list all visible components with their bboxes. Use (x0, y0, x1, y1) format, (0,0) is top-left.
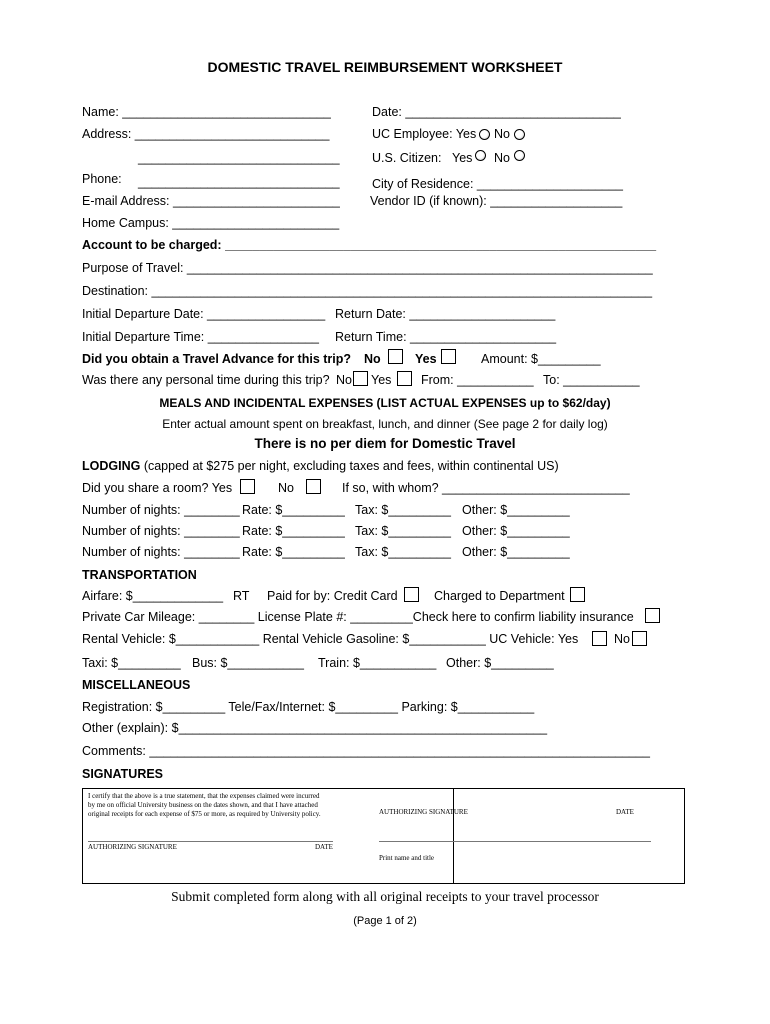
name-field[interactable]: Name: ______________________________ (82, 105, 331, 119)
us-citizen-yes-radio[interactable] (475, 150, 486, 161)
share-room-yes-checkbox[interactable] (240, 479, 255, 494)
miscellaneous-heading: MISCELLANEOUS (82, 678, 191, 692)
employee-signature-line[interactable] (88, 841, 333, 842)
signature-divider (453, 789, 454, 883)
uc-vehicle-yes-checkbox[interactable] (592, 631, 607, 646)
lodging-nights-field[interactable]: Number of nights: ________ (82, 503, 240, 517)
credit-card-checkbox[interactable] (404, 587, 419, 602)
purpose-field[interactable]: Purpose of Travel: ___________________________________________________________________ (82, 261, 653, 275)
advance-amount-field[interactable]: Amount: $_________ (481, 352, 601, 366)
registration-field[interactable]: Registration: $_________ Tele/Fax/Internet: $_________ Parking: $___________ (82, 700, 535, 714)
lodging-heading (82, 458, 559, 474)
charged-dept-checkbox[interactable] (570, 587, 585, 602)
rt-label: RT (233, 589, 250, 603)
personal-time-question: Was there any personal time during this trip? (82, 373, 330, 387)
taxi-field[interactable]: Taxi: $_________ (82, 656, 181, 670)
charged-dept-label: Charged to Department (434, 589, 565, 603)
employee-date-label: DATE (315, 843, 333, 851)
vendor-id-field[interactable]: Vendor ID (if known): ___________________ (370, 194, 623, 208)
rental-vehicle-field[interactable]: Rental Vehicle: $____________ Rental Vehicle Gasoline: $___________ UC Vehicle: Yes (82, 632, 579, 646)
lodging-other-field[interactable]: Other: $_________ (462, 545, 570, 559)
departure-time-field[interactable]: Initial Departure Time: ________________ (82, 330, 319, 344)
submit-instructions: Submit completed form along with all original receipts to your travel processor (171, 889, 599, 904)
lodging-nights-field[interactable]: Number of nights: ________ (82, 524, 240, 538)
print-name-label: Print name and title (379, 854, 435, 862)
signatures-heading: SIGNATURES (82, 767, 164, 781)
date-field[interactable]: Date: _______________________________ (372, 105, 621, 119)
car-mileage-field[interactable]: Private Car Mileage: ________ License Plate #: _________Check here to confirm liability insurance (82, 610, 634, 624)
destination-field[interactable]: Destination: ________________________________________________________________________ (82, 284, 653, 298)
lodging-tax-field[interactable]: Tax: $_________ (355, 503, 451, 517)
uc-employee-label: UC Employee: Yes (372, 127, 477, 141)
certify-line-1: I certify that the above is a true statement, that the expenses claimed were incurred (88, 792, 320, 800)
approver-date-label: DATE (616, 808, 634, 816)
home-campus-field[interactable]: Home Campus: ________________________ (82, 216, 340, 230)
page-number: (Page 1 of 2) (353, 915, 417, 927)
personal-yes-checkbox[interactable] (397, 371, 412, 386)
us-citizen-label: U.S. Citizen: (372, 151, 442, 165)
uc-employee-yes-radio[interactable] (479, 129, 490, 140)
lodging-other-field[interactable]: Other: $_________ (462, 524, 570, 538)
uc-vehicle-no-label: No (614, 632, 630, 646)
advance-yes-checkbox[interactable] (441, 349, 456, 364)
transportation-heading: TRANSPORTATION (82, 568, 197, 582)
bus-field[interactable]: Bus: $___________ (192, 656, 304, 670)
approver-signature-label: AUTHORIZING SIGNATURE (379, 808, 468, 816)
meals-header: MEALS AND INCIDENTAL EXPENSES (LIST ACTUAL EXPENSES up to $62/day) (159, 396, 611, 410)
certify-line-3: original receipts for each expense of $75 or more, as required by University policy. (88, 810, 321, 818)
approver-signature-line[interactable] (379, 841, 651, 842)
lodging-other-field[interactable]: Other: $_________ (462, 503, 570, 517)
other-transport-field[interactable]: Other: $_________ (446, 656, 554, 670)
liability-insurance-checkbox[interactable] (645, 608, 660, 623)
advance-no-checkbox[interactable] (388, 349, 403, 364)
departure-date-field[interactable]: Initial Departure Date: _________________ (82, 307, 326, 321)
uc-employee-no-radio[interactable] (514, 129, 525, 140)
employee-signature-label: AUTHORIZING SIGNATURE (88, 843, 177, 851)
us-citizen-no-label: No (494, 151, 510, 165)
train-field[interactable]: Train: $___________ (318, 656, 437, 670)
other-explain-field[interactable]: Other (explain): $_____________________________________________________ (82, 721, 548, 735)
personal-no-checkbox[interactable] (353, 371, 368, 386)
address-field[interactable]: Address: ____________________________ (82, 127, 330, 141)
lodging-note: (capped at $275 per night, excluding taxes and fees, within continental US) (140, 459, 559, 473)
certify-line-2: by me on official University business on the dates shown, and that I have attached (88, 801, 318, 809)
paid-by-label: Paid for by: Credit Card (267, 589, 398, 603)
email-field[interactable]: E-mail Address: ________________________ (82, 194, 340, 208)
advance-no-label: No (364, 352, 381, 366)
uc-employee-no-label: No (494, 127, 510, 141)
airfare-field[interactable]: Airfare: $_____________ (82, 589, 224, 603)
personal-yes-label: Yes (371, 373, 392, 387)
personal-from-field[interactable]: From: ___________ (421, 373, 534, 387)
advance-yes-label: Yes (415, 352, 437, 366)
us-citizen-no-radio[interactable] (514, 150, 525, 161)
lodging-rate-field[interactable]: Rate: $_________ (242, 545, 345, 559)
uc-vehicle-no-checkbox[interactable] (632, 631, 647, 646)
lodging-tax-field[interactable]: Tax: $_________ (355, 545, 451, 559)
share-with-whom-field[interactable]: If so, with whom? ___________________________ (342, 481, 630, 495)
form-title: DOMESTIC TRAVEL REIMBURSEMENT WORKSHEET (207, 59, 563, 75)
address-line-2[interactable]: _____________________________ (138, 151, 340, 165)
signature-box (82, 788, 685, 884)
account-field[interactable]: Account to be charged: ______________________________________________________________ (82, 238, 657, 252)
lodging-label: LODGING (82, 459, 141, 473)
lodging-nights-field[interactable]: Number of nights: ________ (82, 545, 240, 559)
return-time-field[interactable]: Return Time: _____________________ (335, 330, 557, 344)
lodging-rate-field[interactable]: Rate: $_________ (242, 503, 345, 517)
comments-field[interactable]: Comments: ________________________________________________________________________ (82, 744, 650, 758)
share-room-no-checkbox[interactable] (306, 479, 321, 494)
personal-no-label: No (336, 373, 352, 387)
lodging-rate-field[interactable]: Rate: $_________ (242, 524, 345, 538)
personal-to-field[interactable]: To: ___________ (543, 373, 640, 387)
phone-field[interactable]: _____________________________ (138, 175, 340, 189)
lodging-tax-field[interactable]: Tax: $_________ (355, 524, 451, 538)
per-diem-notice: There is no per diem for Domestic Travel (254, 436, 516, 451)
return-date-field[interactable]: Return Date: _____________________ (335, 307, 556, 321)
share-room-no-label: No (278, 481, 294, 495)
share-room-question: Did you share a room? Yes (82, 481, 233, 495)
city-field[interactable]: City of Residence: _____________________ (372, 177, 623, 191)
advance-question: Did you obtain a Travel Advance for this trip? (82, 352, 352, 366)
phone-label: Phone: (82, 172, 122, 186)
us-citizen-yes-label: Yes (452, 151, 473, 165)
meals-subtext: Enter actual amount spent on breakfast, lunch, and dinner (See page 2 for daily log) (162, 417, 608, 431)
